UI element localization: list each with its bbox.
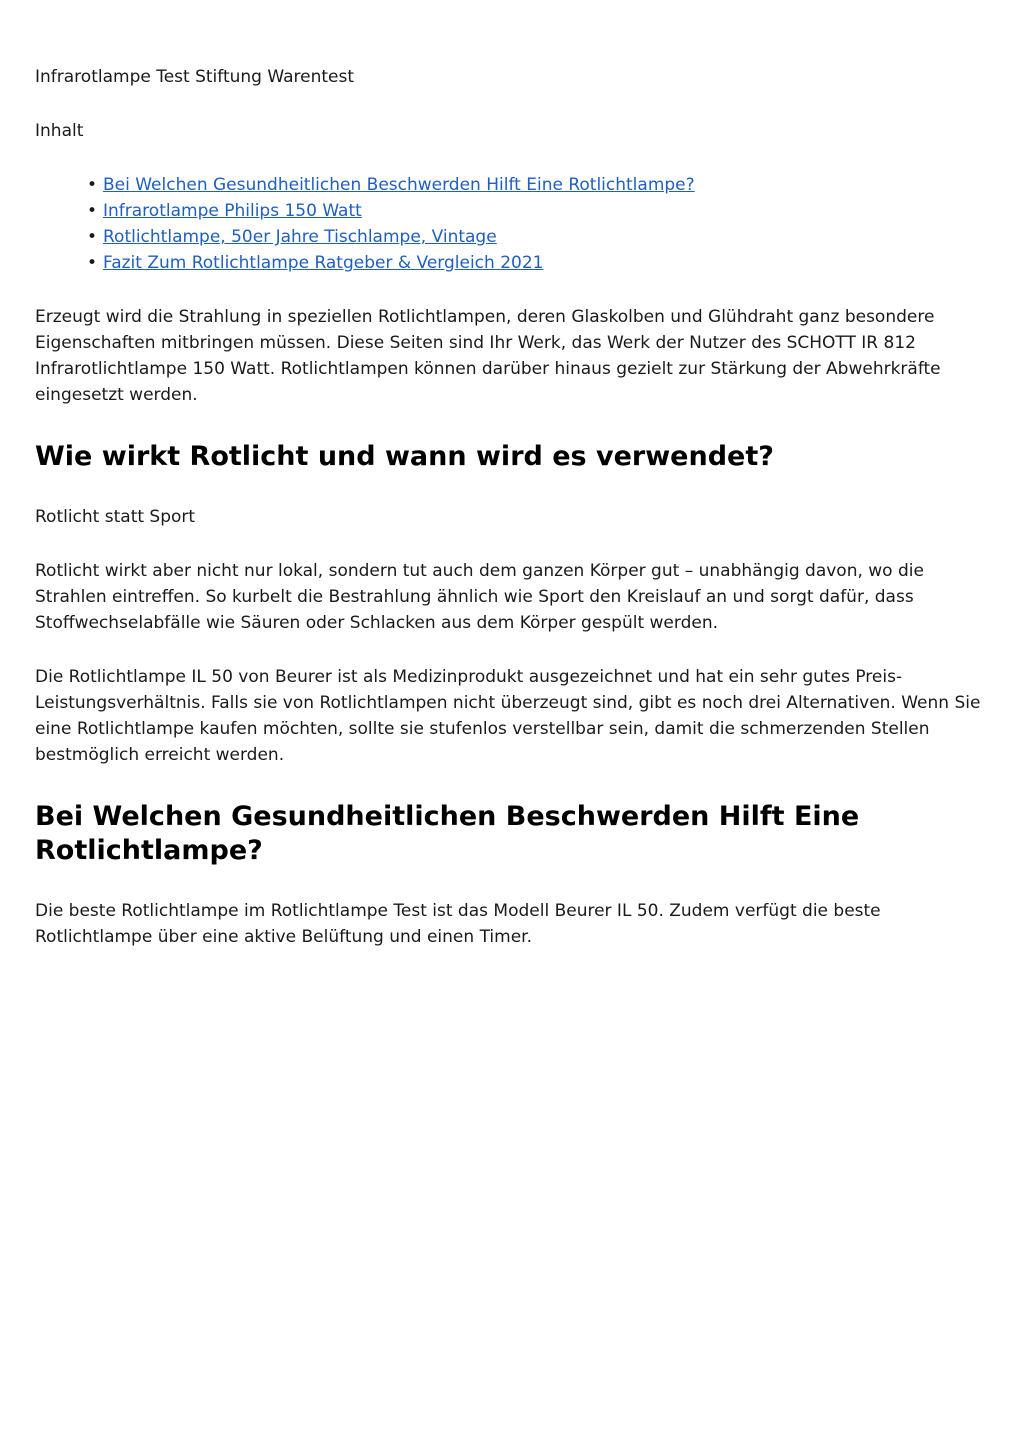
toc-link-philips[interactable]: Infrarotlampe Philips 150 Watt <box>103 201 362 221</box>
table-of-contents <box>35 172 986 276</box>
section-heading-wirkung: Wie wirkt Rotlicht und wann wird es verwendet? <box>35 441 774 472</box>
intro-paragraph: Erzeugt wird die Strahlung in speziellen Rotlichtlampen, deren Glaskolben und Glühdraht ganz besondere Eigenschaften mitbringen müssen. Diese Seiten sind Ihr Werk, das Werk der Nutzer des SCHOTT IR 812 Infrarotlichtlampe 150 Watt. Rotlichtlampen können darüber hinaus gezielt zur Stärkung der Abwehrkräfte eingesetzt werden. <box>35 307 941 405</box>
toc-item <box>87 224 986 250</box>
paragraph-beste-rotlichtlampe: Die beste Rotlichtlampe im Rotlichtlampe Test ist das Modell Beurer IL 50. Zudem verfügt die beste Rotlichtlampe über eine aktive Belüftung und einen Timer. <box>35 901 881 947</box>
bullet-icon: • <box>87 175 98 195</box>
toc-label: Inhalt <box>35 121 84 141</box>
section-heading-beschwerden: Bei Welchen Gesundheitlichen Beschwerden Hilft Eine Rotlichtlampe? <box>35 801 860 866</box>
toc-item <box>87 172 986 198</box>
bullet-icon: • <box>87 253 98 273</box>
toc-item <box>87 198 986 224</box>
toc-item <box>87 250 986 276</box>
toc-link-beschwerden[interactable]: Bei Welchen Gesundheitlichen Beschwerden Hilft Eine Rotlichtlampe? <box>103 175 695 195</box>
paragraph-beurer-il50: Die Rotlichtlampe IL 50 von Beurer ist als Medizinprodukt ausgezeichnet und hat ein sehr gutes Preis-Leistungsverhältnis. Falls sie von Rotlichtlampen nicht überzeugt sind, gibt es noch drei Alternativen. Wenn Sie eine Rotlichtlampe kaufen möchten, sollte sie stufenlos verstellbar sein, damit die schmerzenden Stellen bestmöglich erreicht werden. <box>35 667 981 765</box>
toc-link-fazit[interactable]: Fazit Zum Rotlichtlampe Ratgeber & Vergleich 2021 <box>103 253 544 273</box>
toc-link-vintage[interactable]: Rotlichtlampe, 50er Jahre Tischlampe, Vintage <box>103 227 497 247</box>
document-title: Infrarotlampe Test Stiftung Warentest <box>35 67 355 87</box>
bullet-icon: • <box>87 227 98 247</box>
paragraph-rotlicht-wirkung: Rotlicht wirkt aber nicht nur lokal, sondern tut auch dem ganzen Körper gut – unabhängig davon, wo die Strahlen eintreffen. So kurbelt die Bestrahlung ähnlich wie Sport den Kreislauf an und sorgt dafür, dass Stoffwechselabfälle wie Säuren oder Schlacken aus dem Körper gespült werden. <box>35 561 924 633</box>
bullet-icon: • <box>87 201 98 221</box>
subheading-rotlicht-sport: Rotlicht statt Sport <box>35 507 196 527</box>
